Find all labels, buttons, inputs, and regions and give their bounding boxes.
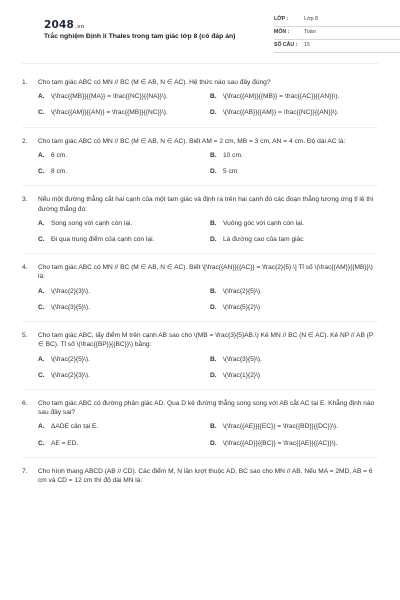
question-stem (22, 78, 378, 87)
question-item (22, 263, 378, 322)
answer-options (38, 151, 378, 176)
meta-value: Toán (304, 29, 316, 36)
option-letter: C. (38, 168, 45, 176)
answer-options (38, 92, 378, 117)
answer-option[interactable] (38, 355, 210, 364)
option-letter: A. (38, 219, 45, 227)
option-text: \(\frac{{AE}}{{EC}} = \frac{{BD}}{{DC}}\). (223, 423, 338, 431)
option-text: AE = ED. (51, 439, 79, 447)
question-divider (22, 253, 378, 254)
option-text: Song song với cạnh còn lại. (51, 219, 133, 227)
option-text: 10 cm. (223, 151, 243, 159)
question-item (22, 78, 378, 128)
page-header (22, 0, 378, 56)
question-number: 5. (22, 332, 28, 340)
option-text: \(\frac{2}{5}\). (223, 287, 262, 295)
option-letter: D. (210, 371, 217, 379)
meta-row-count (274, 40, 400, 53)
option-letter: A. (38, 355, 45, 363)
question-stem (22, 467, 378, 485)
option-letter: B. (210, 355, 217, 363)
option-text: \(\frac{2}{5}\). (51, 355, 90, 363)
meta-row-class (274, 14, 400, 27)
question-number: 2. (22, 137, 28, 145)
question-text: Nếu một đường thẳng cắt hai cạnh của một tam giác và định ra trên hai cạnh đó các đoạn thẳng tương ứng tỉ lệ thì đường thẳng đó: (38, 196, 374, 213)
logo-text: 2048 (44, 19, 75, 31)
option-text: Đi qua trung điểm của cạnh còn lại. (51, 235, 155, 243)
answer-options (38, 287, 378, 312)
option-text: \(\frac{{AD}}{{BC}} = \frac{{AE}}{{AC}}\). (223, 439, 338, 447)
option-letter: C. (38, 109, 45, 117)
option-letter: A. (38, 93, 45, 101)
answer-option[interactable] (38, 167, 210, 176)
answer-option[interactable] (38, 151, 210, 160)
option-text: \(\frac{{MB}}{{MA}} = \frac{{NC}}{{NA}}\). (51, 93, 168, 101)
question-item (22, 195, 378, 254)
page-title: Trắc nghiệm Định lí Thales trong tam giác lớp 8 (có đáp án) (44, 33, 236, 40)
option-letter: B. (210, 219, 217, 227)
answer-option[interactable] (38, 422, 210, 431)
meta-row-subject (274, 27, 400, 40)
question-text: Cho tam giác ABC có MN // BC (M ∈ AB, N ∈ AC). Biết AM = 2 cm, MB = 3 cm, AN = 4 cm. Độ dài AC là: (38, 137, 346, 145)
option-text: \(\frac{2}{3}\). (51, 371, 90, 379)
option-text: 6 cm. (51, 151, 68, 159)
question-number: 7. (22, 467, 28, 475)
option-letter: D. (210, 303, 217, 311)
answer-option[interactable] (38, 287, 210, 296)
answer-options (38, 355, 378, 380)
answer-option[interactable] (210, 151, 382, 160)
question-stem (22, 331, 378, 349)
question-stem (22, 137, 378, 146)
answer-option[interactable] (210, 303, 382, 312)
question-text: Cho hình thang ABCD (AB // CD). Các điểm M, N lần lượt thuộc AD, BC sao cho MN // AB. Nếu MA = 2MD, AB = 6 cm và CD = 12 cm thì độ dài MN là: (38, 467, 373, 485)
meta-value: 15 (304, 42, 310, 49)
question-stem (22, 195, 378, 213)
answer-options (38, 219, 378, 244)
logo-suffix: .vn (75, 24, 85, 30)
question-divider (22, 321, 378, 322)
meta-info-table (274, 14, 400, 53)
question-number: 3. (22, 196, 28, 204)
answer-option[interactable] (38, 235, 210, 244)
question-divider (22, 127, 378, 128)
option-text: \(\frac{3}{5}\). (51, 303, 90, 311)
option-text: ΔADE cân tại E. (51, 423, 99, 431)
answer-option[interactable] (210, 371, 382, 380)
answer-option[interactable] (38, 371, 210, 380)
question-item (22, 331, 378, 390)
meta-label: LỚP : (274, 16, 289, 23)
option-letter: D. (210, 168, 217, 176)
option-letter: D. (210, 439, 217, 447)
answer-option[interactable] (210, 167, 382, 176)
meta-label: SỐ CÂU : (274, 42, 298, 49)
answer-option[interactable] (210, 219, 382, 228)
question-text: Cho tam giác ABC có đường phân giác AD. Qua D kẻ đường thẳng song song với AB cắt AC tại E. Khẳng định nào sau đây sai? (38, 399, 375, 417)
answer-option[interactable] (38, 303, 210, 312)
answer-option[interactable] (210, 108, 382, 117)
option-text: \(\frac{5}{2}\) (223, 303, 261, 311)
question-divider (22, 185, 378, 186)
option-letter: A. (38, 287, 45, 295)
answer-option[interactable] (210, 439, 382, 448)
question-number: 4. (22, 264, 28, 272)
answer-option[interactable] (210, 422, 382, 431)
answer-options (38, 422, 378, 447)
question-text: Cho tam giác ABC có MN // BC (M ∈ AB, N ∈ AC). Hệ thức nào sau đây đúng? (38, 79, 271, 86)
answer-option[interactable] (38, 439, 210, 448)
question-divider (22, 457, 378, 458)
option-text: Vuông góc với cạnh còn lại. (223, 219, 305, 227)
option-letter: B. (210, 423, 217, 431)
option-text: \(\frac{3}{5}\). (223, 355, 262, 363)
option-letter: B. (210, 151, 217, 159)
question-divider (22, 389, 378, 390)
answer-option[interactable] (210, 235, 382, 244)
question-stem (22, 399, 378, 417)
question-item (22, 399, 378, 458)
option-letter: B. (210, 287, 217, 295)
question-list (22, 78, 378, 494)
answer-option[interactable] (210, 287, 382, 296)
option-letter: D. (210, 109, 217, 117)
option-text: \(\frac{1}{2}\) (223, 371, 261, 379)
question-item (22, 137, 378, 187)
option-letter: D. (210, 235, 217, 243)
meta-label: MÔN : (274, 29, 290, 36)
option-text: \(\frac{{AB}}{{AM}} = \frac{{NC}}{{AN}}\). (223, 109, 339, 117)
option-text: Là đường cao của tam giác (223, 235, 304, 243)
header-divider (22, 63, 378, 64)
option-text: \(\frac{{AM}}{{AN}} = \frac{{MB}}{{NC}}\). (51, 109, 168, 117)
option-letter: A. (38, 151, 45, 159)
answer-option[interactable] (210, 92, 382, 101)
option-letter: A. (38, 423, 45, 431)
option-letter: B. (210, 93, 217, 101)
site-logo[interactable] (44, 18, 84, 33)
answer-option[interactable] (38, 219, 210, 228)
question-item (22, 467, 378, 485)
option-text: 5 cm (223, 168, 238, 176)
option-letter: C. (38, 235, 45, 243)
question-text: Cho tam giác ABC có MN // BC (M ∈ AB, N ∈ AC). Biết \[\frac{{AN}}{{AC}} = \frac{2}{5}.\] Tỉ số \(\frac{{AM}}{{MB}}\) là: (38, 264, 373, 281)
question-number: 1. (22, 79, 28, 86)
answer-option[interactable] (38, 108, 210, 117)
option-text: \(\frac{{AM}}{{MB}} = \frac{{AC}}{{AN}}\). (223, 93, 340, 101)
question-stem (22, 263, 378, 281)
option-letter: C. (38, 371, 45, 379)
option-letter: C. (38, 439, 45, 447)
answer-option[interactable] (210, 355, 382, 364)
option-letter: C. (38, 303, 45, 311)
question-text: Cho tam giác ABC, lấy điểm M trên cạnh AB sao cho \(MB = \frac{3}{5}AB.\) Kẻ MN // BC (N ∈ AC). Kẻ NP // AB (P ∈ BC). Tỉ số \(\frac{{BP}}{{BC}}\) bằng: (38, 332, 374, 349)
question-number: 6. (22, 399, 28, 407)
answer-option[interactable] (38, 92, 210, 101)
option-text: 8 cm. (51, 168, 68, 176)
meta-value: Lớp 8 (304, 16, 319, 23)
option-text: \(\frac{2}{3}\). (51, 287, 90, 295)
